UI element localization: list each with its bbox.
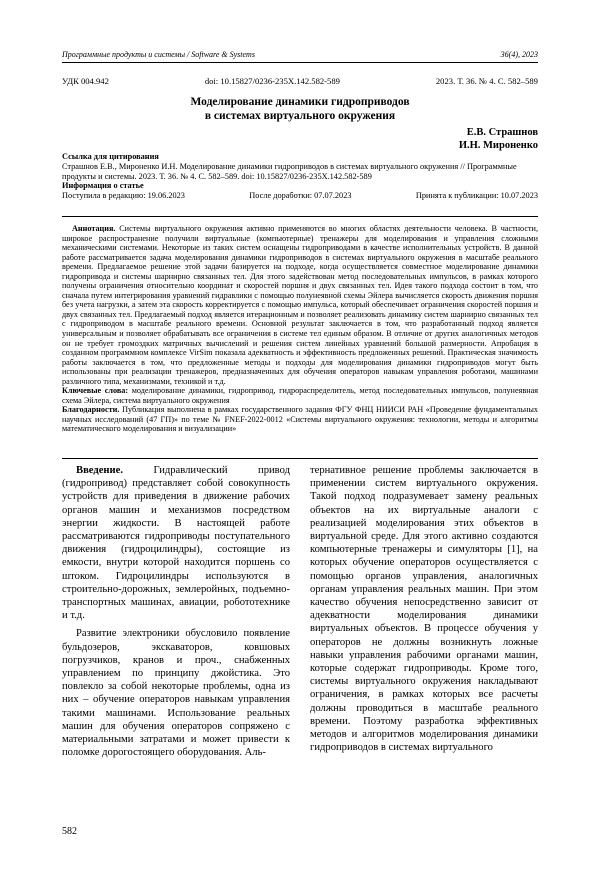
udk: УДК 004.942 (62, 76, 109, 86)
title-line-2: в системах виртуального окружения (204, 109, 396, 122)
article-title (62, 96, 538, 123)
intro-paragraph (62, 464, 290, 622)
article-dates (62, 191, 538, 201)
running-head (62, 50, 538, 63)
author-1: Е.В. Страшнов (466, 127, 538, 138)
article-meta (62, 76, 538, 86)
acknowledgements-paragraph (62, 405, 538, 434)
doi: doi: 10.15827/0236-235X.142.582-589 (204, 76, 340, 86)
ack-text: Публикация выполнена в рамках государственного задания ФГУ ФНЦ НИИСИ РАН «Проведение фундаментальных научных исследований (47 ГП)» по теме № FNEF-2022-0012 «Системы виртуального окружения: технологии, методы и алгоритмы математического моделирования и визуализации» (62, 405, 538, 434)
author-2: И.Н. Мироненко (458, 140, 538, 151)
citation-text: Страшнов Е.В., Мироненко И.Н. Моделирование динамики гидроприводов в системах виртуального окружения // Программные продукты и системы. 2023. Т. 36. № 4. С. 582–589. doi: 10.15827/0236-235X.142.582-589 (62, 161, 517, 181)
authors (459, 126, 538, 152)
citation-heading: Ссылка для цитирования (62, 152, 159, 161)
column-right (310, 464, 538, 759)
abstract-lead: Аннотация. (72, 224, 116, 233)
page-number: 582 (62, 826, 77, 837)
ack-lead: Благодарности. (62, 405, 120, 415)
article-info-heading: Информация о статье (62, 181, 144, 191)
intro-text: Гидравлический привод (гидропривод) представляет собой совокупность устройств для приведения в движение рабочих органов машин и механизмов посредством энергии жидкости. В настоящей работе рассматриваются гидроприводы поступательного движения (гидроцилиндры), состоящие из емкости, внутри которой находится поршень со штоком. Гидроцилиндры используются в строительно-дорожных, землеройных, подъемно-транспортных машинах, авиации, робототехнике и т.д. (62, 465, 290, 622)
issue-number: 36(4), 2023 (500, 50, 538, 59)
body-paragraph-3: тернативное решение проблемы заключается в применении систем виртуального окружения. Такой подход подразумевает замену реальных объектов на их виртуальные аналоги с реализацией моделирования этих объектов в виртуальной среде. Для этого активно создаются компьютерные тренажеры и симуляторы [1], на которых обучение операторов осуществляется с помощью органов управления, аналогичных органам управления реальных машин. При этом качество обучения непосредственно зависит от адекватности моделирования динамики виртуальных объектов. В процессе обучения у операторов не должны возникнуть ложные навыки управления рабочими органами машин, которые содержат гидроприводы. Кроме того, системы виртуального окружения накладывают ограничения, в рамках которых все расчеты должны проводиться в масштабе реального времени. Поэтому разработка эффективных методов и алгоритмов моделирования динамики гидроприводов в системах виртуального (310, 465, 538, 754)
divider (62, 458, 538, 459)
keywords-text: моделирование динамики, гидропривод, гидрораспределитель, метод последовательных импульсов, полунеявная схема Эйлера, система виртуального окружения (62, 386, 538, 405)
body-paragraph-2: Развитие электроники обусловило появление бульдозеров, экскаваторов, ковшовых погрузчиков, кранов и проч., снабженных управлением по принципу джойстика. Это повлекло за собой некоторые проблемы, одна из них – обучение операторов навыкам управления такими машинами. Использование реальных машин для обучения операторов сопряжено с материальными затратами и может привести к поломке дорогостоящего оборудования. Аль- (62, 628, 290, 759)
revised-date: После доработки: 07.07.2023 (249, 191, 352, 201)
body-columns (62, 464, 538, 759)
abstract-text: Системы виртуального окружения активно применяются во многих областях деятельности человека. В частности, широкое распространение получили виртуальные (компьютерные) тренажеры для моделирования и управления сложными механическими системами. Некоторые из таких систем оснащены гидроприводами в качестве исполнительных устройств. В данной работе рассматривается задача моделирования динамики гидроприводов в системах виртуального окружения в масштабе реального времени. Предлагаемое решение этой задачи базируется на подходе, когда осуществляется совместное моделирование динамики гидропривода и системы шарнирно связанных тел. Для этого задействован метод последовательных импульсов, в рамках которого получены ограничения относительно координат и скоростей поршня и двух связанных тел. Идея такого подхода состоит в том, что сначала путем интегрирования уравнений гидравлики с помощью полунеявной схемы Эйлера вычисляется скорость движения поршня без учета нагрузки, а затем эта скорость корректируется с помощью импульса, который обеспечивает ограничения скоростей поршня и двух связанных тел. Предлагаемый подход является итерационным и позволяет реализовать динамику систем шарнирно связанных тел с гидроприводом в масштабе реального времени. Основной результат заключается в том, что разработанный подход является универсальным и позволяет обрабатывать все ограничения в системе тел единым образом. В отличие от других аналогичных методов он не требует громоздких матричных вычислений и решения систем линейных уравнений большой размерности. Апробация в созданном программном комплексе VirSim показала адекватность и эффективность предложенных решений. Практическая значимость работы заключается в том, что предложенные методы и подходы для моделирования динамики гидроприводов могут быть использованы при реализации тренажеров, предназначенных для обучения операторов навыкам управления роботами, машинами различного типа, механизмами, техникой и т.д. (62, 224, 538, 386)
accepted-date: Принята к публикации: 10.07.2023 (415, 191, 538, 201)
keywords-lead: Ключевые слова: (62, 386, 129, 396)
received-date: Поступила в редакцию: 19.06.2023 (62, 191, 185, 201)
journal-name: Программные продукты и системы / Software & Systems (62, 50, 255, 59)
abstract-paragraph (62, 224, 538, 386)
intro-lead: Введение. (76, 465, 123, 476)
divider (62, 216, 538, 217)
abstract (62, 224, 538, 434)
title-line-1: Моделирование динамики гидроприводов (190, 96, 410, 108)
keywords-paragraph (62, 386, 538, 405)
citation-block (62, 152, 538, 201)
column-left (62, 464, 290, 759)
volume-ref: 2023. Т. 36. № 4. С. 582–589 (435, 76, 538, 86)
